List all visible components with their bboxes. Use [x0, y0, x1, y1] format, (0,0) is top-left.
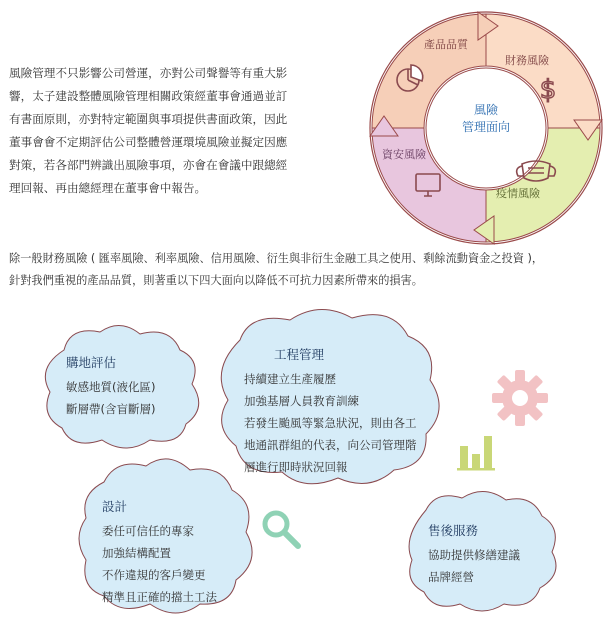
risk-line: 除一般財務風險 ( 匯率風險、利率風險、信用風險、衍生與非衍生金融工具之使用、剩餘流動資金之投資 )， [9, 252, 544, 265]
cloud-after-sales-text [428, 520, 520, 588]
risk-line: 針對我們重視的產品品質，則著重以下四大面向以降低不可抗力因素所帶來的損害。 [9, 274, 423, 287]
cloud-item: 精準且正確的擋土工法 [102, 590, 217, 604]
wheel-label-product: 產品品質 [424, 38, 468, 51]
intro-line: 響，太子建設整體風險管理相關政策經董事會通過並訂 [9, 89, 288, 103]
intro-line: 有書面原則，亦對特定範圍與事項提供書面政策，因此 [9, 112, 288, 126]
intro-line: 理回報、再由總經理在董事會中報告。 [9, 181, 207, 195]
cloud-item: 委任可信任的專家 [102, 524, 194, 538]
intro-line: 風險管理不只影響公司營運，亦對公司聲譽等有重大影 [9, 66, 288, 80]
intro-paragraph [9, 62, 327, 200]
intro-line: 對策，若各部門辨識出風險事項，亦會在會議中跟總經 [9, 158, 288, 172]
intro-line: 董事會會不定期評估公司整體營運環境風險並擬定因應 [9, 135, 288, 149]
cloud-title: 設計 [102, 499, 128, 514]
cloud-item: 地通訊群組的代表，向公司管理階 [244, 438, 417, 452]
cloud-design-text [102, 496, 217, 608]
cloud-item: 品牌經營 [428, 570, 474, 584]
bar-chart-icon [456, 432, 498, 472]
magnifier-icon [258, 506, 308, 556]
cloud-land-evaluation-text [66, 352, 155, 420]
dollar-icon [540, 75, 557, 105]
cloud-item: 加強基層人員教育訓練 [244, 394, 359, 408]
cloud-title: 工程管理 [274, 347, 325, 362]
cloud-item: 層進行即時狀況回報 [244, 460, 348, 474]
wheel-center-line: 管理面向 [461, 120, 510, 134]
cloud-title: 售後服務 [428, 523, 479, 538]
risk-wheel [366, 8, 606, 248]
svg-text:$: $ [539, 75, 557, 105]
wheel-center-label [448, 102, 524, 136]
cloud-construction-text [244, 344, 417, 478]
cloud-item: 不作違規的客戶變更 [102, 568, 206, 582]
cloud-item: 若發生颱風等緊急狀況，則由各工 [244, 416, 417, 430]
cloud-item: 斷層帶(含盲斷層) [66, 402, 156, 416]
cloud-item: 敏感地質(液化區) [66, 380, 156, 394]
wheel-label-pandemic: 疫情風險 [496, 187, 540, 200]
cloud-item: 持續建立生產履歷 [244, 372, 336, 386]
cloud-item: 協助提供修繕建議 [428, 548, 520, 562]
wheel-center-line: 風險 [473, 103, 498, 117]
risk-paragraph [9, 248, 609, 292]
wheel-label-finance: 財務風險 [505, 54, 549, 67]
wheel-label-infosec: 資安風險 [382, 148, 426, 161]
cloud-item: 加強結構配置 [102, 546, 171, 560]
cloud-title: 購地評估 [66, 355, 117, 370]
gear-icon [490, 368, 550, 428]
